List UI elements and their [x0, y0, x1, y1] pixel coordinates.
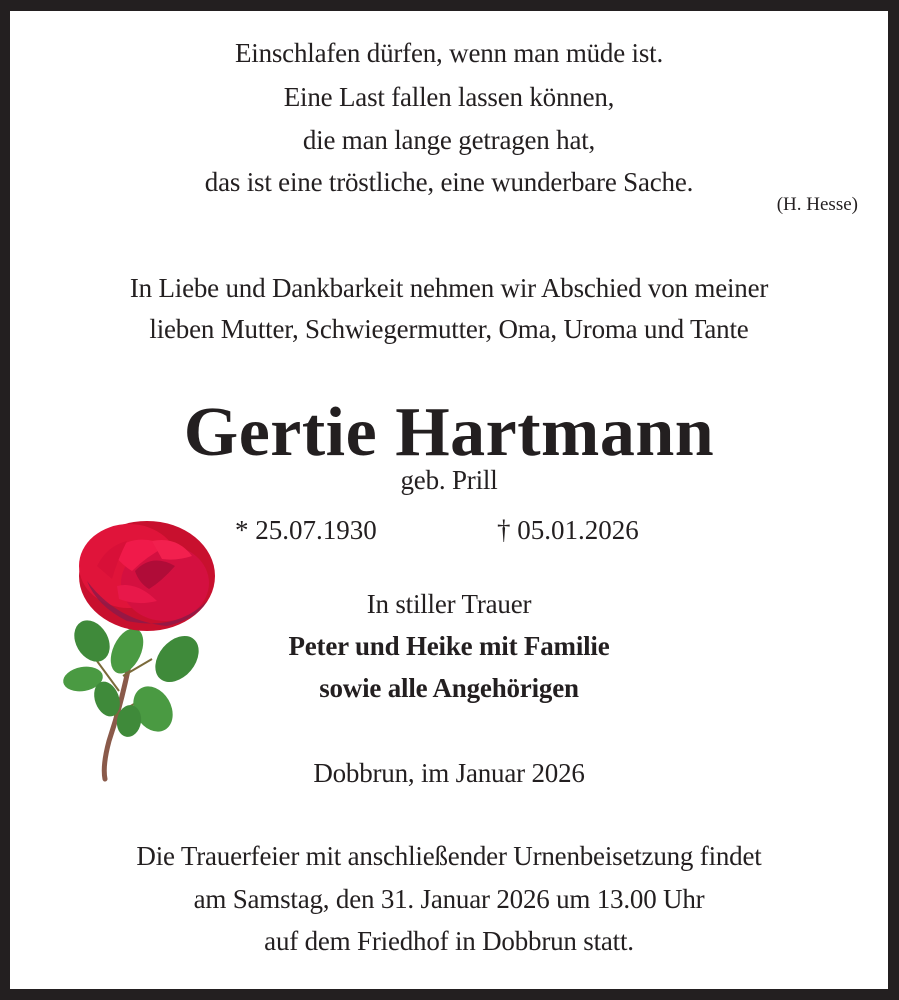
poem-line: die man lange getragen hat,	[302, 125, 596, 155]
maiden-name: geb. Prill	[400, 465, 498, 495]
poem-line: Eine Last fallen lassen können,	[283, 82, 615, 112]
mourners-line: Peter und Heike mit Familie	[288, 631, 610, 661]
obituary-notice	[10, 11, 888, 989]
deceased-name: Gertie Hartmann	[183, 394, 715, 471]
death-date: † 05.01.2026	[497, 515, 639, 545]
mourners-heading: In stiller Trauer	[366, 589, 532, 619]
place-date: Dobbrun, im Januar 2026	[313, 758, 585, 788]
poem-line: Einschlafen dürfen, wenn man müde ist.	[234, 38, 664, 68]
poem-attribution: (H. Hesse)	[776, 194, 858, 215]
intro-line: lieben Mutter, Schwiegermutter, Oma, Uroma und Tante	[149, 314, 749, 344]
poem-line: das ist eine tröstliche, eine wunderbare Sache.	[204, 167, 694, 197]
mourners-line: sowie alle Angehörigen	[319, 673, 579, 703]
birth-date: * 25.07.1930	[235, 515, 377, 545]
funeral-line: am Samstag, den 31. Januar 2026 um 13.00 Uhr	[193, 884, 705, 914]
intro-line: In Liebe und Dankbarkeit nehmen wir Abschied von meiner	[129, 273, 769, 303]
funeral-line: Die Trauerfeier mit anschließender Urnenbeisetzung findet	[136, 841, 762, 871]
funeral-line: auf dem Friedhof in Dobbrun statt.	[264, 926, 634, 956]
